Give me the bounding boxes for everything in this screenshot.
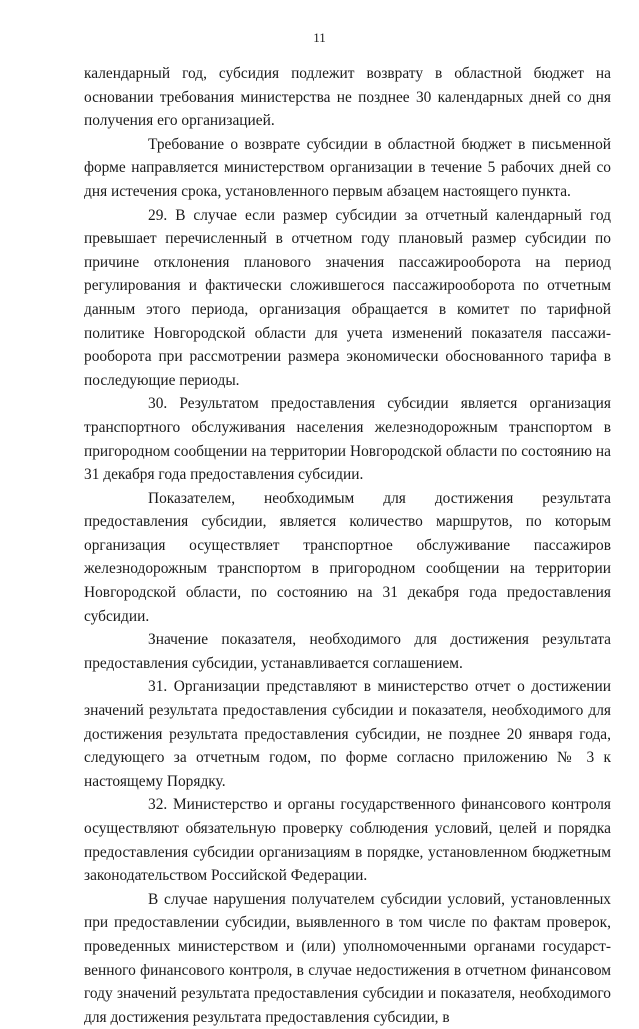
paragraph-indicator-value: Значение показателя, необходимого для достижения результата предоставления субсидии, устанавливается соглашением. [84, 631, 611, 672]
paragraph-violation: В случае нарушения получателем субсидии условий, установленных при предоставлении субсидии, выявленного в том числе по фактам проверок, проведенных министерством и (или) уполномоченными органами государственного финансового контроля, в случае недостижения в отчетном финансовом году значений результата предоставления субсидии и показателя, необходимого для достижения результата предоставления субсидии, в [84, 890, 611, 1026]
paragraph-indicator: Показателем, необходимым для достижения результата предоставления субсидии, является количество маршрутов, по которым организация осуществляет транспортное обслуживание пассажиров железнодорожным транспортом в пригородном сообщении на территории Новгородской области, по состоянию на 31 декабря года предоставления субсидии. [84, 489, 611, 625]
paragraph-30: 30. Результатом предоставления субсидии является организация транспортного обслуживания населения железнодорожным транспортом в пригородном сообщении на территории Новгородской области по состоянию на 31 декабря года предоставления субсидии. [84, 395, 611, 484]
paragraph-32: 32. Министерство и органы государственного финансового контроля осуществляют обязательную проверку соблюдения условий, целей и порядка предоставления субсидии организациям в порядке, установленном бюджетным законодательством Российской Федерации. [84, 796, 611, 885]
paragraph-29: 29. В случае если размер субсидии за отчетный календарный год превышает перечисленный в отчетном году плановый размер субсидии по причине отклонения планового значения пассажирооборота на период регулирования и фактически сложившегося пассажирооборота по отчетным данным этого периода, организация обращается в комитет по тарифной политике Новгородской области для учета изменений показателя пассажирооборота при рассмотрении размера экономически обоснованного тарифа в последующие периоды. [84, 206, 611, 389]
page-number: 11 [313, 30, 326, 45]
paragraph-refund-requirement: Требование о возврате субсидии в областной бюджет в письменной форме направляется министерством организации в течение 5 рабочих дней со дня истечения срока, установленного первым абзацем настоящего пункта. [84, 135, 611, 200]
document-body [84, 62, 611, 1029]
paragraph-31: 31. Организации представляют в министерство отчет о достижении значений результата предоставления субсидии и показателя, необходимого для достижения результата предоставления субсидии, не позднее 20 января года, следующего за отчетным годом, по форме согласно приложению № 3 к настоящему Порядку. [84, 678, 611, 790]
paragraph-continuation: календарный год, субсидия подлежит возврату в областной бюджет на основании требования министерства не позднее 30 календарных дней со дня получения его организацией. [84, 65, 611, 130]
